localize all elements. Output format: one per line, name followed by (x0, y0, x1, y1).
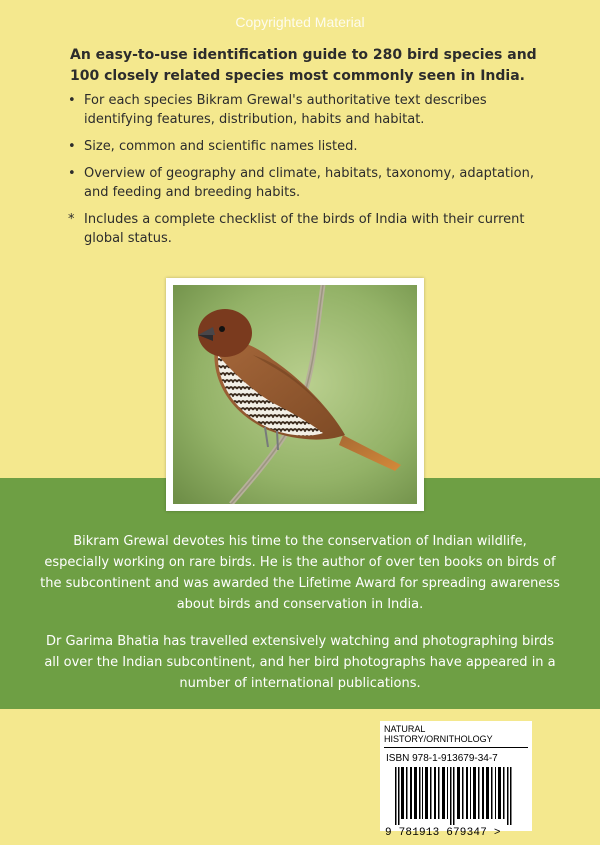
feature-item (68, 210, 548, 248)
feature-text: Includes a complete checklist of the birds of India with their current global status. (84, 212, 525, 246)
bullet-marker: * (68, 212, 75, 227)
bullet-marker: • (68, 93, 76, 108)
author-bio-grewal: Bikram Grewal devotes his time to the conservation of Indian wildlife, especially working on rare birds. He is the author of over ten books on birds of the subcontinent and was awarded the Lifetime Award for spreading awareness about birds and conservation in India. (40, 534, 560, 612)
bird-photo-frame (166, 278, 424, 511)
barcode-icon (387, 767, 528, 829)
barcode-number: 9 781913 679347 > (385, 827, 501, 839)
feature-list (68, 91, 548, 256)
feature-text: Overview of geography and climate, habitats, taxonomy, adaptation, and feeding and breeding habits. (84, 166, 534, 200)
feature-text: For each species Bikram Grewal's authoritative text describes identifying features, distribution, habits and habitat. (84, 93, 487, 127)
bullet-marker: • (68, 139, 76, 154)
feature-text: Size, common and scientific names listed. (84, 139, 358, 154)
intro-text: An easy-to-use identification guide to 280 bird species and 100 closely related species most commonly seen in India. (70, 47, 537, 84)
feature-item (68, 164, 548, 202)
feature-item (68, 91, 548, 129)
scaly-breasted-munia-illustration (173, 285, 417, 504)
bird-photo (173, 285, 417, 504)
copyright-watermark: Copyrighted Material (235, 14, 365, 30)
bullet-marker: • (68, 166, 76, 181)
author-bio-bhatia: Dr Garima Bhatia has travelled extensively watching and photographing birds all over the Indian subcontinent, and her bird photographs have appeared in a number of international publications. (44, 634, 556, 691)
barcode-box (380, 721, 532, 839)
book-category: NATURAL HISTORY/ORNITHOLOGY (384, 724, 528, 748)
feature-item (68, 137, 548, 156)
isbn-label: ISBN 978-1-913679-34-7 (386, 753, 498, 764)
